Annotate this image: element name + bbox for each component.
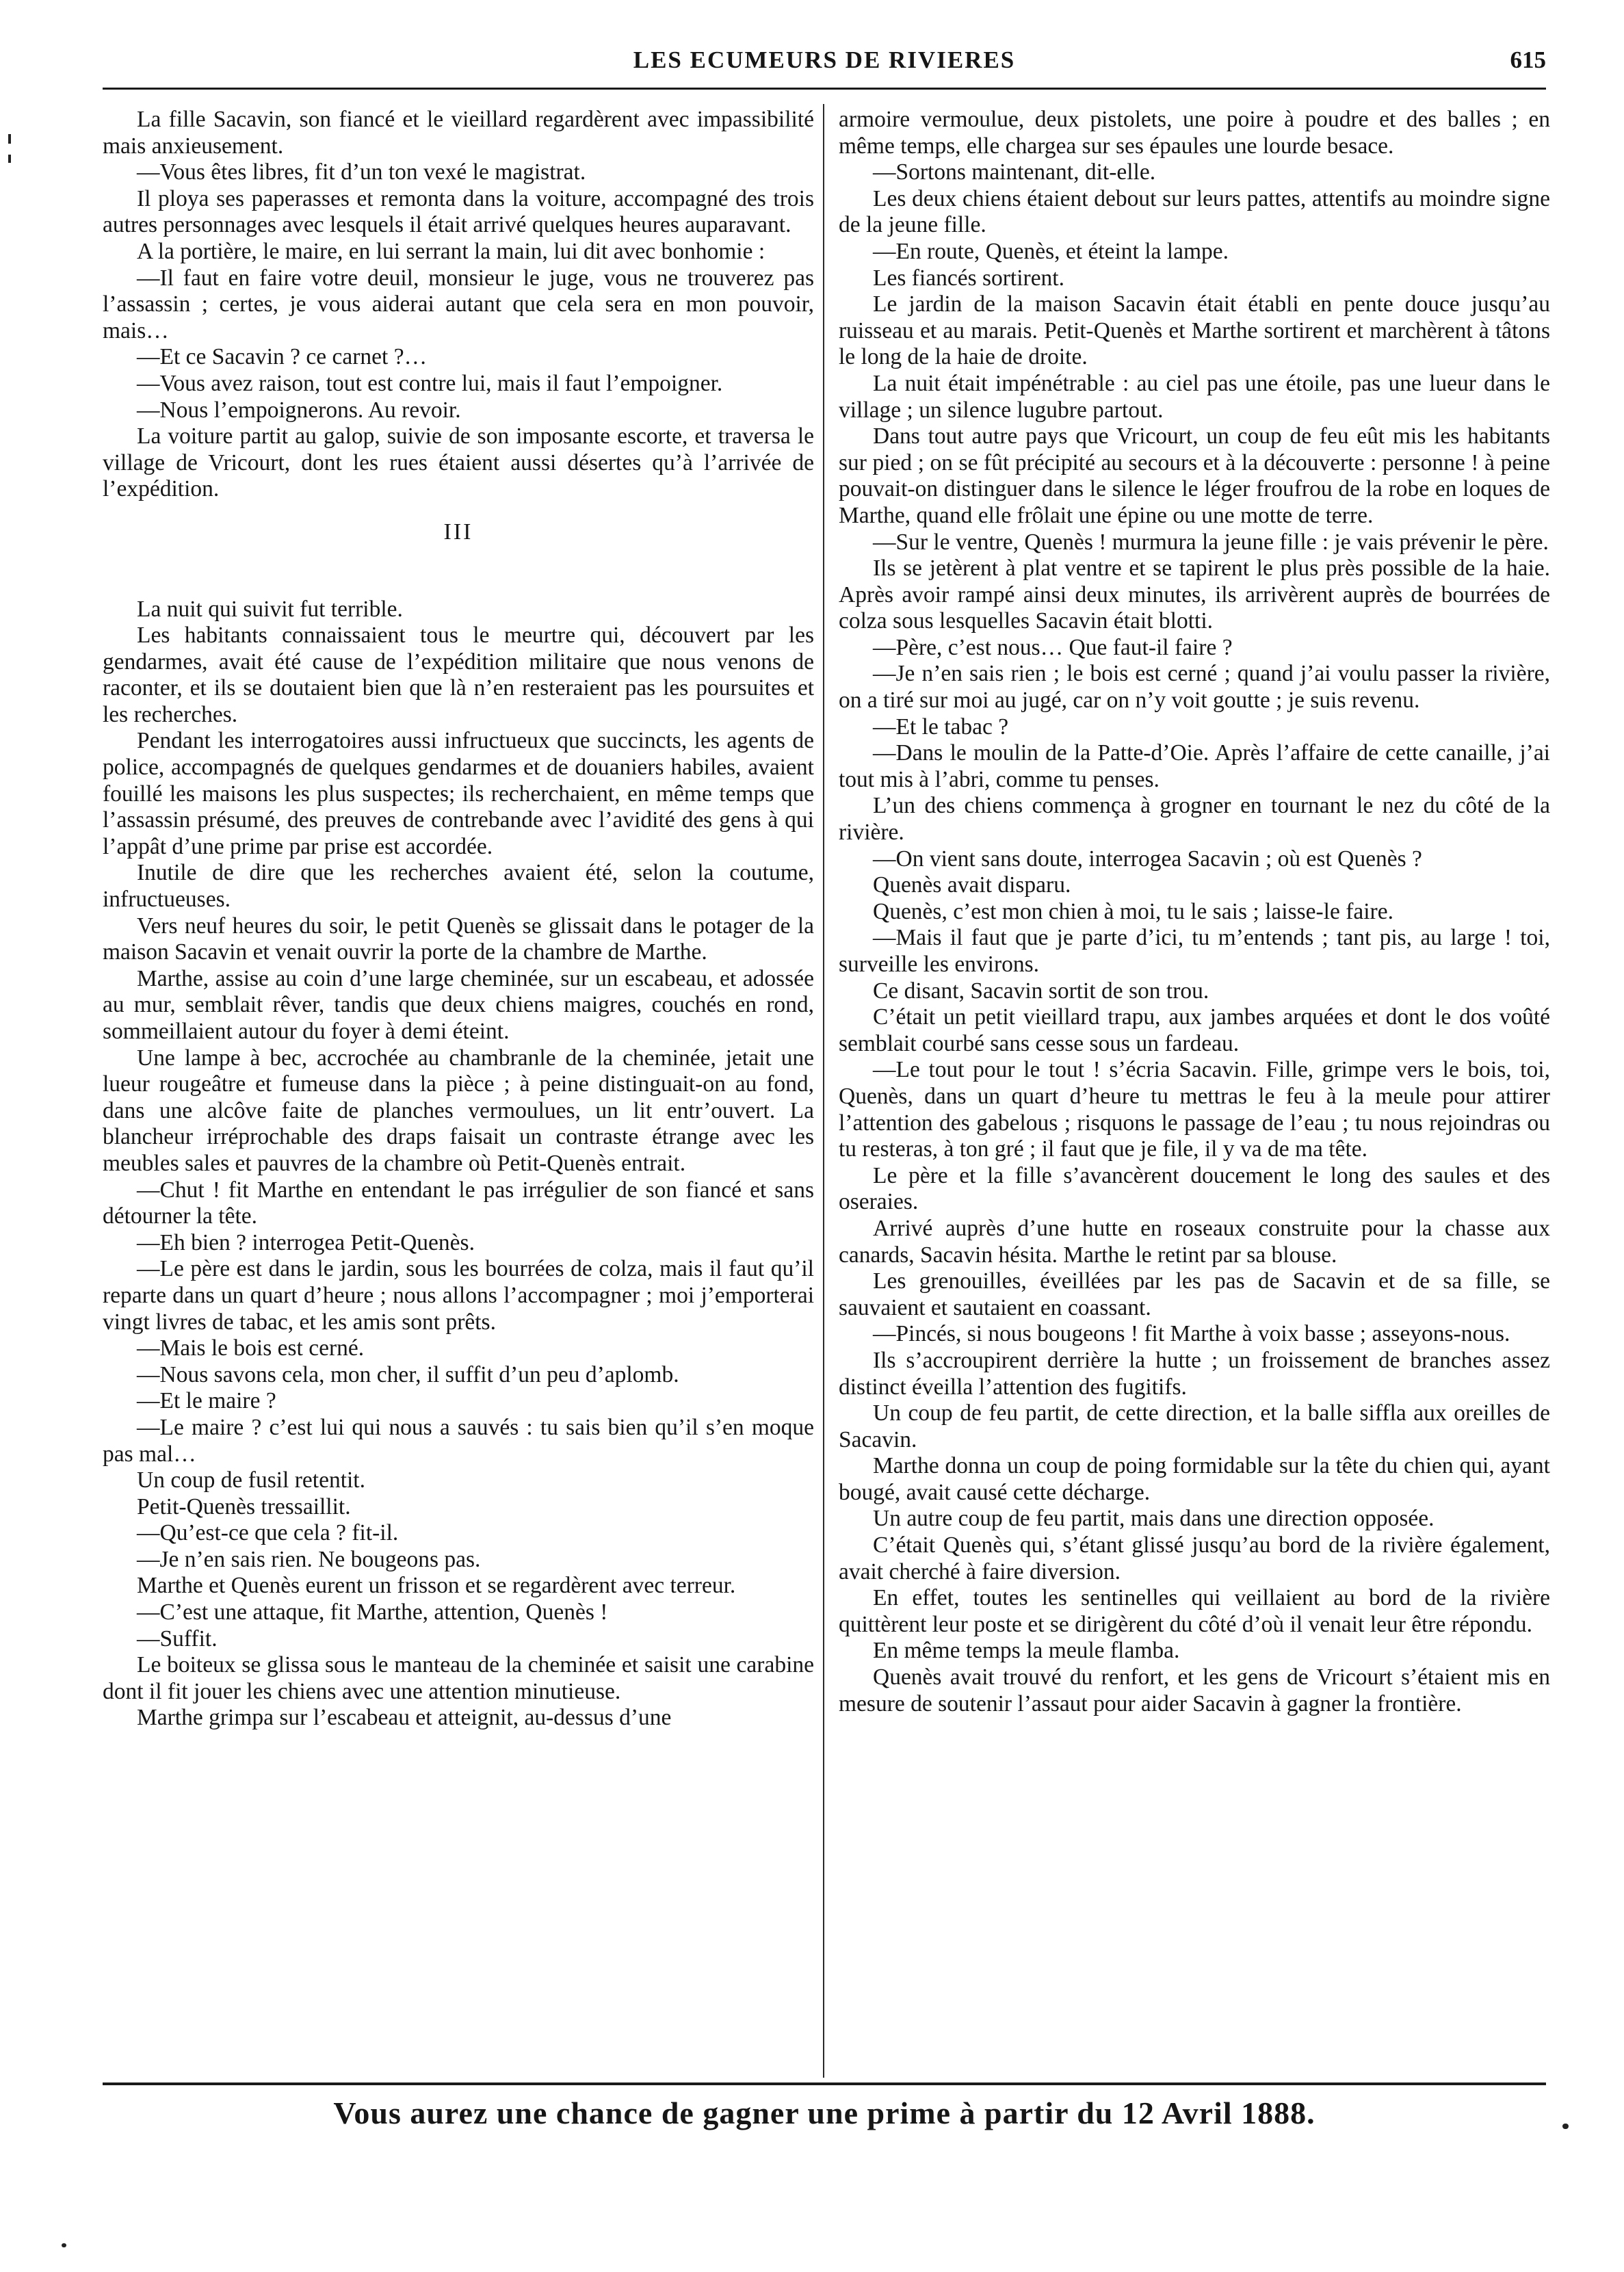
paragraph: Il ploya ses paperasses et remonta dans la voiture, accompagné des trois autres personnages avec lesquels il était arrivé quelques heures auparavant.: [103, 185, 814, 238]
paragraph: —Je n’en sais rien. Ne bougeons pas.: [137, 1546, 481, 1572]
paragraph: —Il faut en faire votre deuil, monsieur le juge, vous ne trouverez pas l’assassin ; certes, je vous aiderai autant que cela sera en mon pouvoir, mais…: [103, 265, 814, 343]
left-column: [103, 107, 814, 2077]
page-number: 615: [1510, 47, 1546, 73]
paragraph: Ils s’accroupirent derrière la hutte ; un froissement de branches assez distinct éveilla l’attention des fugitifs.: [839, 1347, 1550, 1400]
paragraph: —Dans le moulin de la Patte-d’Oie. Après l’affaire de cette canaille, j’ai tout mis à l’abri, comme tu penses.: [839, 740, 1550, 792]
paragraph: —Et ce Sacavin ? ce carnet ?…: [137, 344, 428, 370]
running-head: [103, 41, 1546, 89]
paragraph: —Et le tabac ?: [873, 714, 1009, 740]
paragraph: C’était Quenès qui, s’étant glissé jusqu’au bord de la rivière également, avait cherché à faire diversion.: [839, 1532, 1550, 1584]
paragraph: —Le maire ? c’est lui qui nous a sauvés : tu sais bien qu’il s’en moque pas mal…: [103, 1414, 814, 1467]
paragraph: —Vous êtes libres, fit d’un ton vexé le magistrat.: [137, 159, 586, 185]
paragraph: —C’est une attaque, fit Marthe, attention, Quenès !: [137, 1599, 608, 1625]
paragraph: En même temps la meule flamba.: [873, 1638, 1180, 1664]
paragraph: Les grenouilles, éveillées par les pas de Sacavin et de sa fille, se sauvaient et sautaient en coassant.: [839, 1268, 1550, 1320]
paragraph: Inutile de dire que les recherches avaient été, selon la coutume, infructueuses.: [103, 860, 814, 913]
paragraph: —Père, c’est nous… Que faut-il faire ?: [873, 634, 1233, 660]
prize-announcement: Vous aurez une chance de gagner une prime à partir du 12 Avril 1888.: [333, 2095, 1315, 2130]
paragraph: —Le tout pour le tout ! s’écria Sacavin. Fille, grimpe vers le bois, toi, Quenès, dans un quart d’heure tu mettras le feu à la meule pour attirer l’attention des gabelous ; risquons le passage de l’eau ; tu nous rejoindras ou tu resteras, à ton gré ; il faut que je file, il y va de ma tête.: [839, 1057, 1550, 1162]
paragraph: —Nous savons cela, mon cher, il suffit d’un peu d’aplomb.: [137, 1361, 679, 1387]
paragraph: L’un des chiens commença à grogner en tournant le nez du côté de la rivière.: [839, 793, 1550, 846]
paragraph: Le père et la fille s’avancèrent doucement le long des saules et des oseraies.: [839, 1162, 1550, 1215]
paragraph: A la portière, le maire, en lui serrant la main, lui dit avec bonhomie :: [137, 238, 765, 264]
paragraph: —Eh bien ? interrogea Petit-Quenès.: [137, 1229, 475, 1255]
paragraph: —Vous avez raison, tout est contre lui, mais il faut l’empoigner.: [137, 370, 723, 396]
ink-speck: [1562, 2124, 1569, 2129]
paragraph: Vers neuf heures du soir, le petit Quenès se glissait dans le potager de la maison Sacavin et venait ouvrir la porte de la chambre de Marthe.: [103, 913, 814, 965]
margin-speck: [8, 134, 11, 144]
paragraph: Marthe et Quenès eurent un frisson et se regardèrent avec terreur.: [137, 1573, 736, 1599]
right-column: [839, 107, 1550, 2077]
column-divider: [823, 104, 824, 2078]
paragraph: La nuit était impénétrable : au ciel pas une étoile, pas une lueur dans le village ; un silence lugubre partout.: [839, 370, 1550, 423]
paragraph: —Sortons maintenant, dit-elle.: [873, 159, 1156, 185]
paragraph: —On vient sans doute, interrogea Sacavin ; où est Quenès ?: [873, 846, 1422, 872]
paragraph: —Le père est dans le jardin, sous les bourrées de colza, mais il faut qu’il reparte dans un quart d’heure ; nous allons l’accompagner ; moi j’emporterai vingt livres de tabac, et les amis sont prêts.: [103, 1256, 814, 1335]
paragraph: —Mais le bois est cerné.: [137, 1335, 365, 1361]
paragraph: —Sur le ventre, Quenès ! murmura la jeune fille : je vais prévenir le père.: [873, 529, 1549, 555]
paragraph: Les deux chiens étaient debout sur leurs pattes, attentifs au moindre signe de la jeune fille.: [839, 185, 1550, 238]
paragraph: Une lampe à bec, accrochée au chambranle de la cheminée, jetait une lueur rougeâtre et fumeuse dans la pièce ; à peine distinguait-on au fond, dans une alcôve faite de planches vermoulues, un lit entr’ouvert. La blancheur irréprochable des draps faisait un contraste étrange avec les meubles sales et pauvres de la chambre où Petit-Quenès entrait.: [103, 1045, 814, 1176]
paragraph: Marthe, assise au coin d’une large cheminée, sur un escabeau, et adossée au mur, semblait rêver, tandis que deux chiens maigres, couchés en rond, sommeillaient autour du foyer à demi éteint.: [103, 965, 814, 1044]
paragraph: Les habitants connaissaient tous le meurtre qui, découvert par les gendarmes, avait été cause de l’expédition militaire que nous venons de raconter, et ils se doutaient bien que là n’en resteraient pas les poursuites et les recherches.: [103, 623, 814, 727]
paragraph: La nuit qui suivit fut terrible.: [137, 596, 403, 622]
paragraph: Petit-Quenès tressaillit.: [137, 1493, 351, 1519]
paragraph: Marthe donna un coup de poing formidable sur la tête du chien qui, ayant bougé, avait causé cette décharge.: [839, 1453, 1550, 1505]
paragraph: —Mais il faut que je parte d’ici, tu m’entends ; tant pis, au large ! toi, surveille les environs.: [839, 925, 1550, 977]
paragraph-continued: armoire vermoulue, deux pistolets, une poire à poudre et des balles ; en même temps, elle chargea sur ses épaules une lourde besace.: [839, 107, 1550, 159]
paragraph: —Qu’est-ce que cela ? fit-il.: [137, 1520, 399, 1546]
paragraph: C’était un petit vieillard trapu, aux jambes arquées et dont le dos voûté semblait courbé sans cesse sous un fardeau.: [839, 1004, 1550, 1056]
paragraph: La voiture partit au galop, suivie de son imposante escorte, et traversa le village de Vricourt, dont les rues étaient aussi désertes qu’à l’arrivée de l’expédition.: [103, 423, 814, 502]
paragraph: —Et le maire ?: [137, 1388, 276, 1414]
paragraph: Pendant les interrogatoires aussi infructueux que succincts, les agents de police, accompagnés de quelques gendarmes et de douaniers habiles, avaient fouillé les maisons les plus suspectes; ils recherchaient, en même temps que l’assassin présumé, des preuves de contrebande avec l’avidité des gens à qui l’appât d’une prime par prise est accordée.: [103, 728, 814, 859]
paragraph: —Suffit.: [137, 1625, 218, 1651]
paragraph: —En route, Quenès, et éteint la lampe.: [873, 238, 1229, 264]
chapter-heading: III: [443, 519, 473, 545]
footer-rule: [103, 2082, 1546, 2085]
paragraph: En effet, toutes les sentinelles qui veillaient au bord de la rivière quittèrent leur poste et se dirigèrent du côté d’où il venait leur être répondu.: [839, 1585, 1550, 1637]
header-rule: [103, 88, 1546, 90]
paragraph: Quenès, c’est mon chien à moi, tu le sais ; laisse-le faire.: [873, 898, 1393, 924]
paragraph: Quenès avait disparu.: [873, 872, 1071, 898]
paragraph: —Je n’en sais rien ; le bois est cerné ; quand j’ai voulu passer la rivière, on a tiré sur moi au jugé, car on n’y voit goutte ; je suis revenu.: [839, 661, 1550, 714]
margin-speck: [8, 155, 11, 163]
paragraph: Ce disant, Sacavin sortit de son trou.: [873, 978, 1209, 1004]
ink-speck: [62, 2243, 66, 2247]
paragraph: Un coup de feu partit, de cette direction, et la balle siffla aux oreilles de Sacavin.: [839, 1400, 1550, 1452]
paragraph: —Chut ! fit Marthe en entendant le pas irrégulier de son fiancé et sans détourner la tête.: [103, 1177, 814, 1229]
paragraph: Un coup de fusil retentit.: [137, 1467, 365, 1493]
running-title: LES ECUMEURS DE RIVIERES: [633, 47, 1016, 73]
paragraph: Les fiancés sortirent.: [873, 265, 1064, 291]
paragraph: Quenès avait trouvé du renfort, et les gens de Vricourt s’étaient mis en mesure de soutenir l’assaut pour aider Sacavin à gagner la frontière.: [839, 1664, 1550, 1716]
paragraph: Le boiteux se glissa sous le manteau de la cheminée et saisit une carabine dont il fit jouer les chiens avec une attention minutieuse.: [103, 1652, 814, 1704]
paragraph: Dans tout autre pays que Vricourt, un coup de feu eût mis les habitants sur pied ; on se fût précipité au secours et à la découverte : personne ! à peine pouvait-on distinguer dans le silence le léger froufrou de la robe en loques de Marthe, quand elle frôlait une épine ou une motte de terre.: [839, 423, 1550, 528]
paragraph: Arrivé auprès d’une hutte en roseaux construite pour la chasse aux canards, Sacavin hésita. Marthe le retint par sa blouse.: [839, 1215, 1550, 1268]
paragraph: Un autre coup de feu partit, mais dans une direction opposée.: [873, 1506, 1435, 1532]
paragraph: La fille Sacavin, son fiancé et le vieillard regardèrent avec impassibilité mais anxieusement.: [103, 107, 814, 159]
paragraph: Ils se jetèrent à plat ventre et se tapirent le plus près possible de la haie. Après avoir rampé ainsi deux minutes, ils arrivèrent auprès de bourrées de colza sous lesquelles Sacavin était blotti.: [839, 556, 1550, 634]
paragraph: —Nous l’empoignerons. Au revoir.: [137, 397, 461, 423]
paragraph: —Pincés, si nous bougeons ! fit Marthe à voix basse ; asseyons-nous.: [873, 1321, 1510, 1347]
paragraph: Marthe grimpa sur l’escabeau et atteignit, au-dessus d’une: [137, 1705, 672, 1731]
paragraph: Le jardin de la maison Sacavin était établi en pente douce jusqu’au ruisseau et au marais. Petit-Quenès et Marthe sortirent et marchèrent à tâtons le long de la haie de droite.: [839, 291, 1550, 370]
